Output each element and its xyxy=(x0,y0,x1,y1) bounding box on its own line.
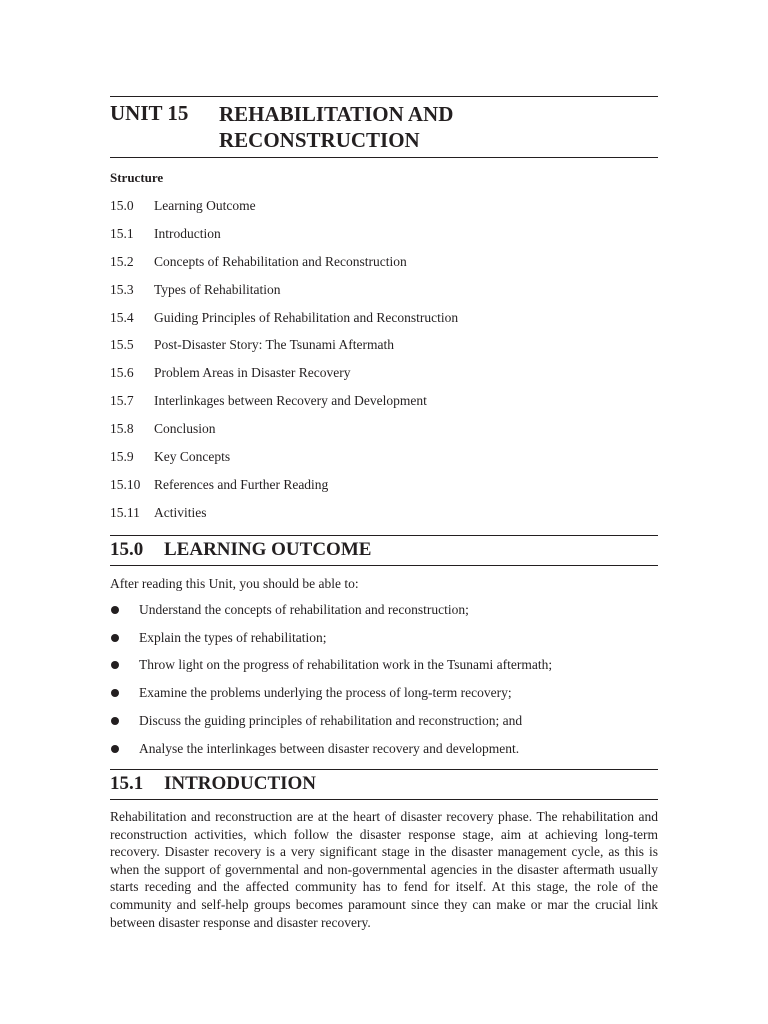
header-bottom-rule xyxy=(110,157,658,158)
introduction-paragraph: Rehabilitation and reconstruction are at the heart of disaster recovery phase. The rehabilitation and reconstruction activities, which follow the disaster response stage, aim at achieving long-term recovery. Disaster recovery is a very significant stage in the disaster management cycle, as this is when the support of governmental and non-governmental agencies in the disaster aftermath usually starts receding and the affected community has to fend for itself. At this stage, the role of the community and self-help groups becomes paramount since they can make or mar the crucial link between disaster response and disaster recovery. xyxy=(110,809,658,930)
list-item xyxy=(110,624,658,652)
list-item-text: Understand the concepts of rehabilitation and reconstruction; xyxy=(139,601,469,617)
toc-item-title: Problem Areas in Disaster Recovery xyxy=(154,365,351,381)
bullet-icon xyxy=(111,634,119,642)
toc-item-number: 15.6 xyxy=(110,365,134,381)
toc-item-title: Concepts of Rehabilitation and Reconstruction xyxy=(154,253,407,269)
list-item xyxy=(110,679,658,707)
toc-item-title: References and Further Reading xyxy=(154,476,329,492)
list-item-text: Discuss the guiding principles of rehabilitation and reconstruction; and xyxy=(139,713,523,729)
section-number: 15.1 xyxy=(110,773,144,795)
toc-item-number: 15.8 xyxy=(110,421,134,437)
toc-item-number: 15.10 xyxy=(110,476,141,492)
toc-item-title: Introduction xyxy=(154,225,221,241)
list-item xyxy=(110,735,658,763)
list-item-text: Throw light on the progress of rehabilitation work in the Tsunami aftermath; xyxy=(139,657,553,673)
list-item-text: Examine the problems underlying the process of long-term recovery; xyxy=(139,685,512,701)
list-item-text: Analyse the interlinkages between disaster recovery and development. xyxy=(139,741,520,757)
section-number: 15.0 xyxy=(110,538,144,560)
section-15-0-bottom-rule xyxy=(110,565,658,566)
toc-item-number: 15.3 xyxy=(110,281,134,297)
toc-item-number: 15.11 xyxy=(110,504,140,520)
section-title: INTRODUCTION xyxy=(164,773,317,795)
section-heading-learning-outcome xyxy=(110,536,658,565)
section-heading-introduction xyxy=(110,770,658,799)
structure-heading: Structure xyxy=(110,170,164,185)
toc-item-title: Guiding Principles of Rehabilitation and Reconstruction xyxy=(154,309,459,325)
unit-header xyxy=(110,97,658,157)
toc-item-title: Key Concepts xyxy=(154,448,231,464)
toc-item-number: 15.4 xyxy=(110,309,134,325)
toc-item xyxy=(110,471,658,499)
toc-item-number: 15.9 xyxy=(110,448,134,464)
bullet-icon xyxy=(111,745,119,753)
bullet-icon xyxy=(111,689,119,697)
toc-item xyxy=(110,276,658,304)
toc-item xyxy=(110,415,658,443)
unit-title-line-1: REHABILITATION AND xyxy=(219,102,454,126)
toc-item-title: Types of Rehabilitation xyxy=(154,281,281,297)
list-item xyxy=(110,707,658,735)
toc-item-title: Conclusion xyxy=(154,421,216,437)
unit-title xyxy=(219,101,453,153)
toc-item-number: 15.1 xyxy=(110,225,134,241)
toc-item xyxy=(110,248,658,276)
toc-item xyxy=(110,387,658,415)
toc-item-title: Activities xyxy=(154,504,207,520)
unit-title-line-2: RECONSTRUCTION xyxy=(219,128,420,152)
toc-item xyxy=(110,304,658,332)
toc-item-title: Post-Disaster Story: The Tsunami Aftermath xyxy=(154,337,395,353)
toc-item xyxy=(110,331,658,359)
toc-item-title: Interlinkages between Recovery and Development xyxy=(154,393,427,409)
toc-item xyxy=(110,359,658,387)
bullet-icon xyxy=(111,661,119,669)
bullet-icon xyxy=(111,717,119,725)
toc-item-number: 15.7 xyxy=(110,393,134,409)
toc-item xyxy=(110,499,658,527)
list-item xyxy=(110,651,658,679)
unit-label: UNIT 15 xyxy=(110,101,189,125)
toc-item xyxy=(110,192,658,220)
learning-outcome-list xyxy=(110,596,658,763)
toc-item-title: Learning Outcome xyxy=(154,197,256,213)
toc-item-number: 15.2 xyxy=(110,253,134,269)
toc-item xyxy=(110,220,658,248)
table-of-contents xyxy=(110,192,658,527)
toc-item xyxy=(110,443,658,471)
section-15-1-bottom-rule xyxy=(110,799,658,800)
section-title: LEARNING OUTCOME xyxy=(164,538,372,560)
list-item xyxy=(110,596,658,624)
toc-item-number: 15.0 xyxy=(110,197,134,213)
learning-outcome-intro: After reading this Unit, you should be able to: xyxy=(110,575,359,591)
toc-item-number: 15.5 xyxy=(110,337,134,353)
bullet-icon xyxy=(111,606,119,614)
list-item-text: Explain the types of rehabilitation; xyxy=(139,629,327,645)
document-page xyxy=(110,96,658,945)
